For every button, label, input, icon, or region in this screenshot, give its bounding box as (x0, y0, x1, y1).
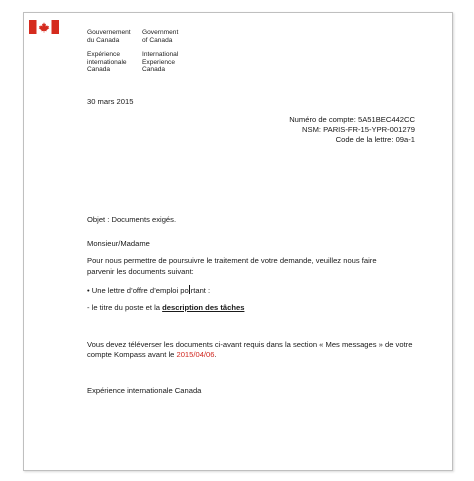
instruction-line-2 (87, 350, 217, 360)
signature: Expérience internationale Canada (87, 386, 202, 395)
letter-code: Code de la lettre: 09a-1 (335, 135, 415, 144)
gov-name-fr (87, 29, 131, 44)
item2-description-label: description des tâches (162, 303, 245, 312)
program-en-line3: Canada (142, 66, 166, 74)
deadline-date: 2015/04/06 (176, 350, 215, 359)
gov-name-en-line2: of Canada (142, 36, 173, 44)
instruction-line-2-prefix: compte Kompass avant le (87, 350, 177, 359)
intro-line-1: Pour nous permettre de poursuivre le traitement de votre demande, veuillez nous faire (87, 256, 377, 265)
gov-name-en (142, 29, 178, 44)
instruction-line-1: Vous devez téléverser les documents ci-avant requis dans la section « Mes messages » de votre (87, 340, 413, 349)
gov-name-fr-line1: Gouvernement (87, 29, 131, 36)
gov-name-fr-line2: du Canada (87, 36, 120, 44)
program-name-fr (87, 51, 127, 74)
salutation: Monsieur/Madame (87, 239, 150, 248)
instruction-line-2-suffix: . (214, 350, 217, 359)
item2-prefix: - le titre du poste et la (87, 303, 163, 312)
program-en-line1: International (142, 51, 179, 58)
gov-name-en-line1: Government (142, 29, 179, 36)
letter-date: 30 mars 2015 (87, 97, 134, 106)
program-fr-line3: Canada (87, 66, 111, 74)
program-name-en (142, 51, 178, 74)
program-en-line2: Experience (142, 58, 175, 66)
required-item-2 (87, 303, 244, 313)
program-fr-line2: internationale (87, 58, 127, 66)
account-number: Numéro de compte: 5A51BEC442CC (289, 115, 415, 124)
subject-line: Objet : Documents exigés. (87, 215, 177, 224)
item1-text-a: • Une lettre d’offre d’emploi po (87, 286, 189, 295)
intro-line-2: parvenir les documents suivant: (87, 267, 194, 276)
required-item-1 (87, 285, 210, 296)
item1-text-b: rtant : (190, 286, 211, 295)
program-fr-line1: Expérience (87, 51, 120, 58)
nsm-number: NSM: PARIS-FR-15-YPR-001279 (302, 125, 415, 134)
canada-flag-icon (29, 20, 59, 34)
